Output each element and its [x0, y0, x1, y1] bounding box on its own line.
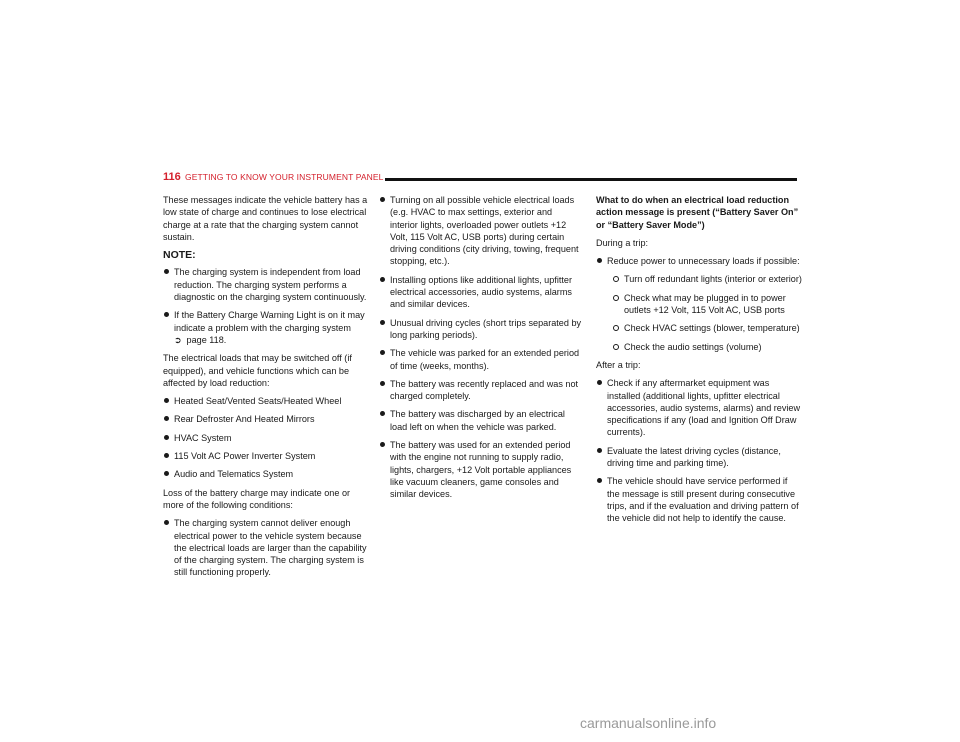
watermark: carmanualsonline.info: [580, 715, 717, 731]
after-trip-label: After a trip:: [596, 359, 641, 370]
list-item: The battery was recently replaced and was not charged completely.: [379, 378, 582, 403]
sub-list-item: Check HVAC settings (blower, temperature): [596, 322, 802, 334]
list-item: Evaluate the latest driving cycles (distance, driving time and parking time).: [596, 445, 802, 470]
intro-paragraph: These messages indicate the vehicle battery has a low state of charge and continues to lose electrical charge at a rate that the charging system cannot sustain.: [163, 195, 368, 242]
subsection-heading: What to do when an electrical load reduction action message is present (“Battery Saver On” or “Battery Saver Mode”): [596, 195, 799, 230]
list-item: HVAC System: [163, 432, 368, 444]
page-number: 116: [163, 171, 181, 183]
conditions-list: [379, 194, 582, 501]
during-trip-label: During a trip:: [596, 237, 649, 248]
note-item: The charging system is independent from load reduction. The charging system performs a diagnostic on the charging system continuously.: [163, 266, 368, 303]
list-item: Turning on all possible vehicle electrical loads (e.g. HVAC to max settings, exterior and interior lights, overloaded power outlets +12 Volt, 115 Volt AC, USB ports) during certain driving conditions (city driving, towing, frequent stopping, etc.).: [379, 194, 582, 268]
loss-list: [163, 517, 368, 578]
sub-list-item: Check the audio settings (volume): [596, 341, 802, 353]
list-item: The battery was discharged by an electrical load left on when the vehicle was parked.: [379, 408, 582, 433]
page-header: [163, 171, 797, 187]
list-item: Reduce power to unnecessary loads if possible:: [596, 255, 802, 267]
list-item: Unusual driving cycles (short trips separated by long parking periods).: [379, 317, 582, 342]
xref-link[interactable]: page 118.: [186, 334, 227, 345]
xref-arrow-icon: ➲: [174, 334, 182, 345]
list-item: The battery was used for an extended period with the engine not running to supply radio, lights, chargers, +12 Volt portable appliances like vacuum cleaners, game consoles and similar devices.: [379, 439, 582, 500]
during-trip-list: [596, 255, 802, 353]
list-item: 115 Volt AC Power Inverter System: [163, 450, 368, 462]
note-label: NOTE:: [163, 249, 196, 262]
note-list: [163, 266, 368, 346]
section-title: GETTING TO KNOW YOUR INSTRUMENT PANEL: [185, 172, 384, 182]
sub-list-item: Turn off redundant lights (interior or exterior): [596, 273, 802, 285]
list-item: Heated Seat/Vented Seats/Heated Wheel: [163, 395, 368, 407]
list-item: The vehicle was parked for an extended period of time (weeks, months).: [379, 347, 582, 372]
list-item: The vehicle should have service performed if the message is still present during consecutive trips, and if the evaluation and driving pattern of the vehicle did not help to identify the cause.: [596, 475, 802, 524]
loads-list: [163, 395, 368, 480]
list-item: Rear Defroster And Heated Mirrors: [163, 413, 368, 425]
column-2: [379, 194, 582, 507]
list-item: The charging system cannot deliver enough electrical power to the vehicle system because the electrical loads are larger than the capability of the charging system. The charging system is still functioning properly.: [163, 517, 368, 578]
note-item: [163, 309, 368, 346]
loads-intro: The electrical loads that may be switched off (if equipped), and vehicle functions which can be affected by load reduction:: [163, 353, 352, 388]
loss-intro: Loss of the battery charge may indicate one or more of the following conditions:: [163, 487, 351, 510]
header-rule: [385, 178, 797, 181]
list-item: Installing options like additional lights, upfitter electrical accessories, audio systems, alarms and similar devices.: [379, 274, 582, 311]
list-item: Audio and Telematics System: [163, 468, 368, 480]
sub-list-item: Check what may be plugged in to power outlets +12 Volt, 115 Volt AC, USB ports: [596, 292, 802, 317]
column-3: [596, 194, 802, 531]
after-trip-list: [596, 377, 802, 524]
note-item-text: If the Battery Charge Warning Light is on it may indicate a problem with the charging system: [174, 310, 365, 333]
list-item: Check if any aftermarket equipment was installed (additional lights, upfitter electrical accessories, audio systems, alarms) and review specifications if any (load and Ignition Off Draw currents).: [596, 377, 802, 438]
column-1: [163, 194, 368, 585]
